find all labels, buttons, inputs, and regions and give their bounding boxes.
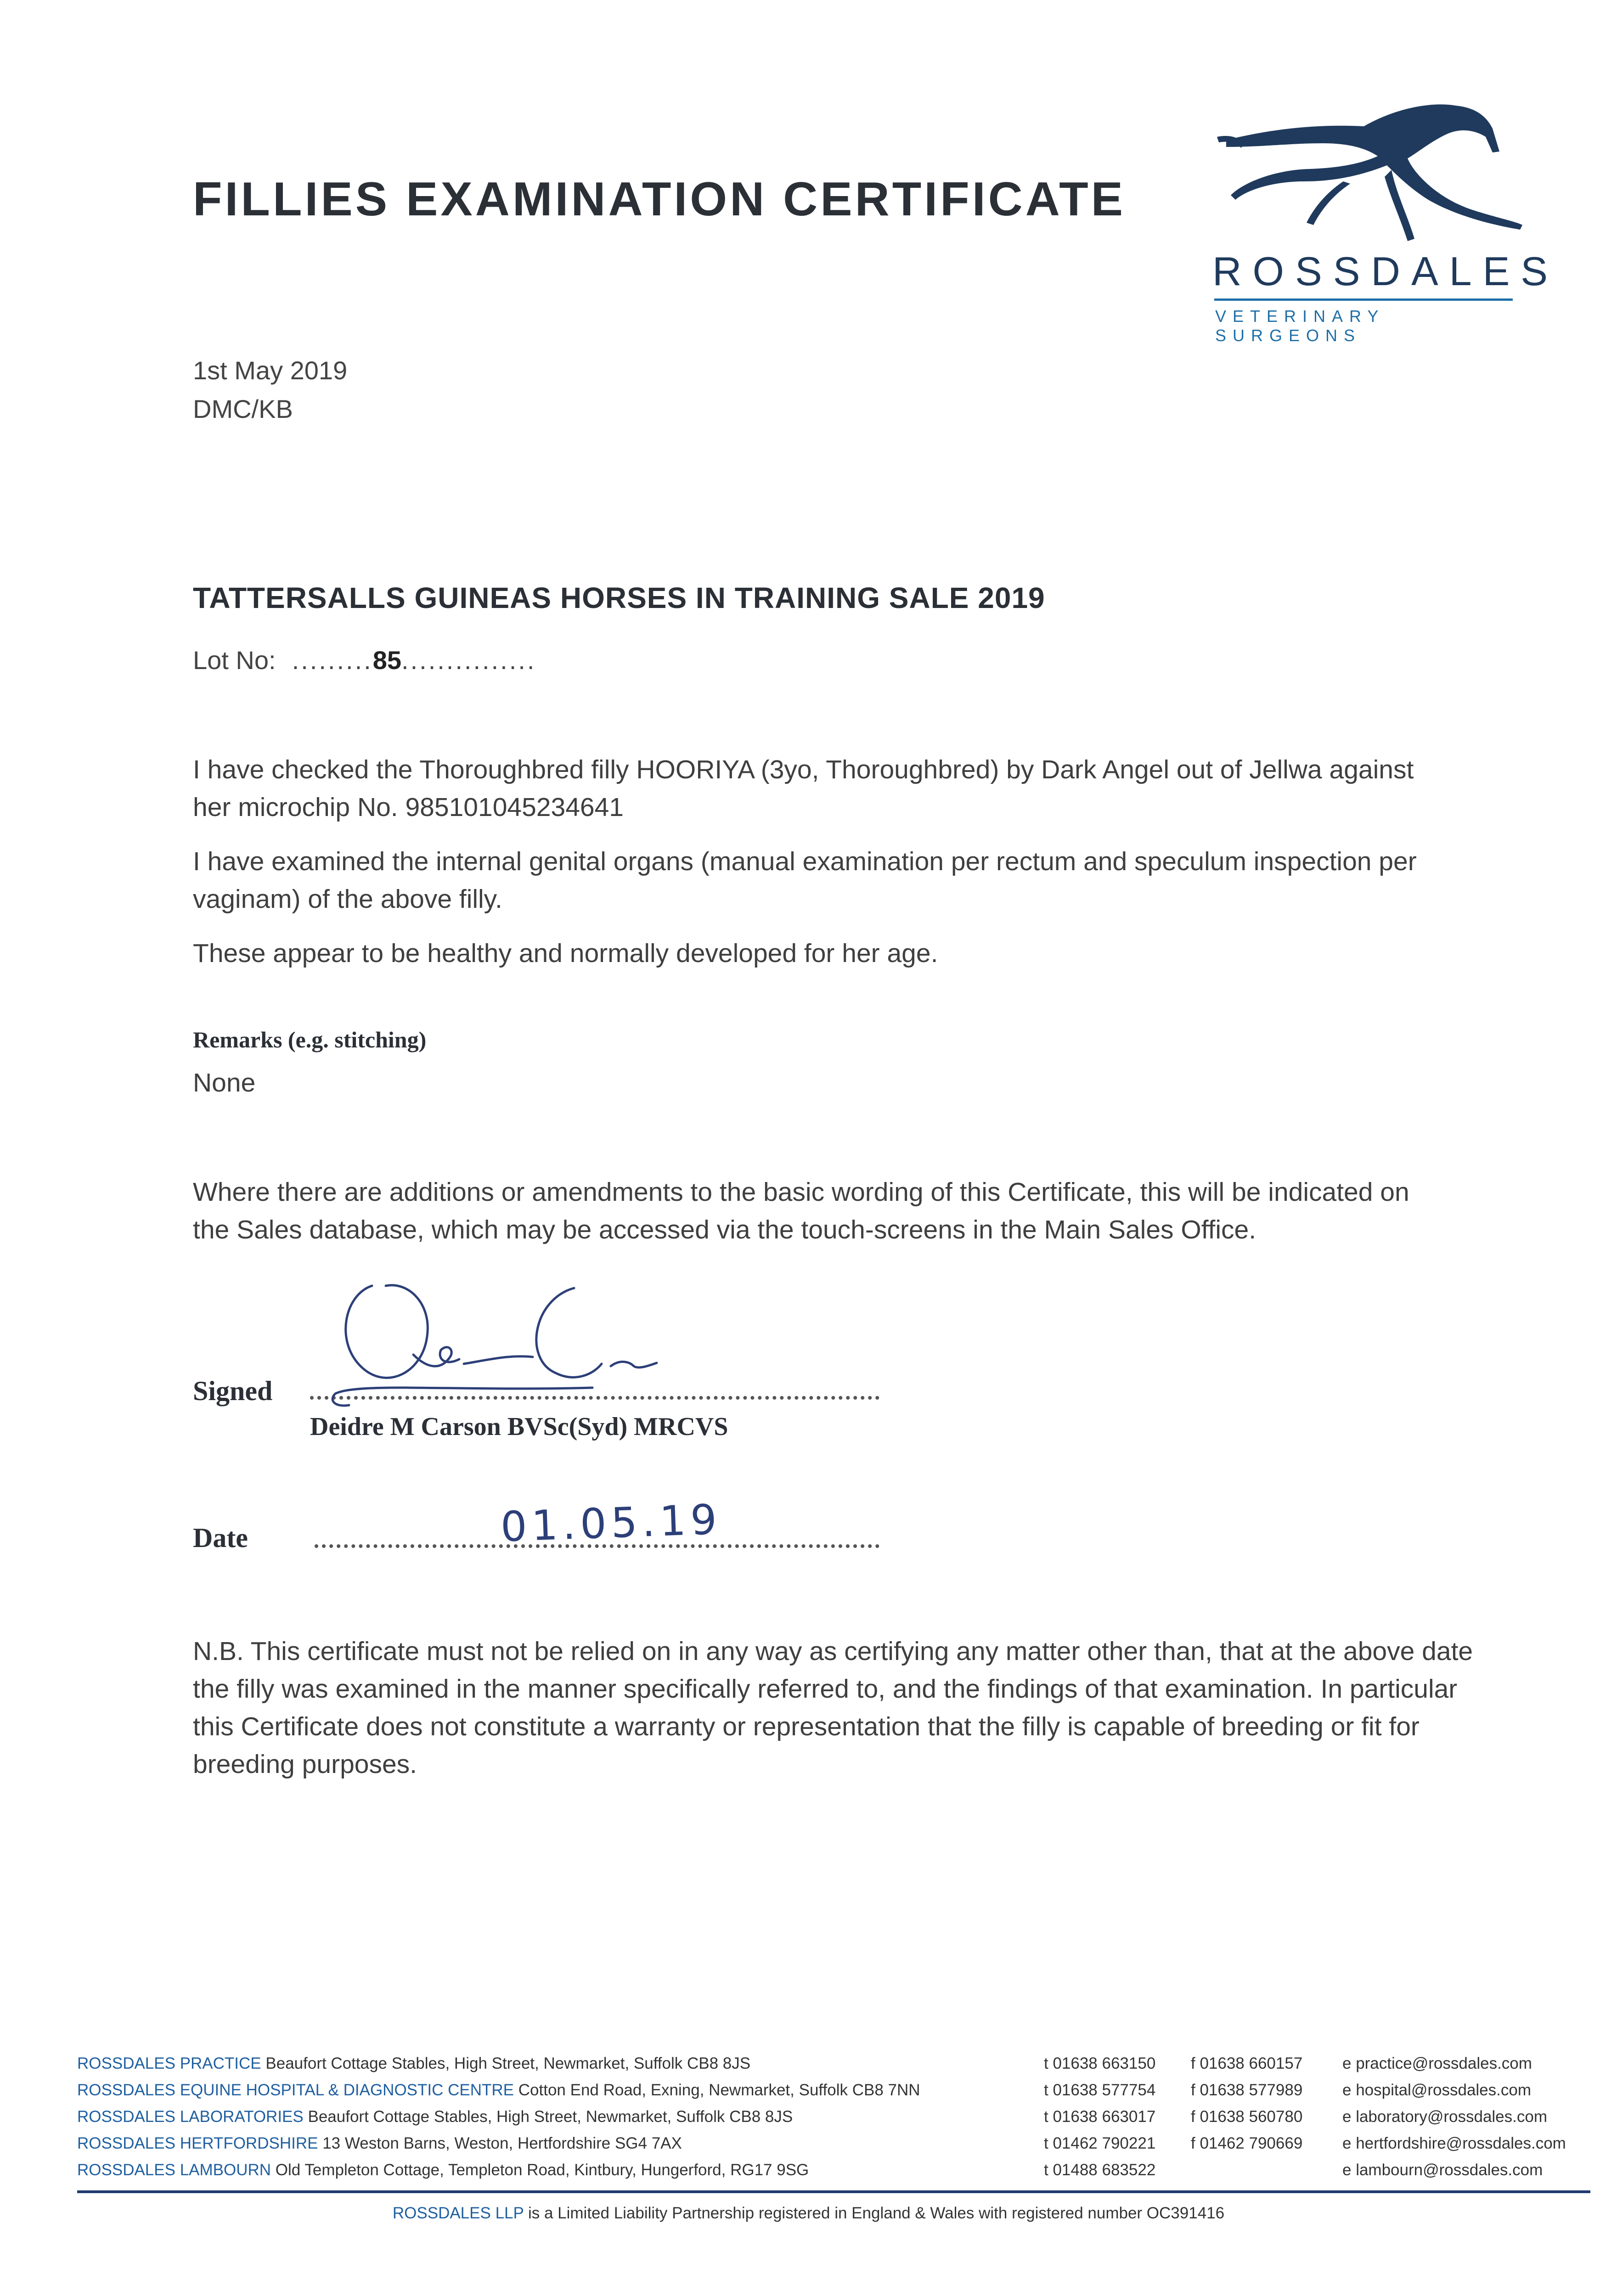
office-tel: t 01638 663150 <box>1044 2054 1156 2072</box>
office-email: e laboratory@rossdales.com <box>1342 2108 1547 2126</box>
office-email: e practice@rossdales.com <box>1342 2054 1532 2072</box>
office-address: Old Templeton Cottage, Templeton Road, Kintbury, Hungerford, RG17 9SG <box>275 2161 809 2179</box>
llp-name: ROSSDALES LLP <box>392 2204 524 2222</box>
office-fax: f 01638 560780 <box>1191 2108 1303 2126</box>
lot-label: Lot No: <box>193 646 276 675</box>
letter-meta <box>193 351 347 428</box>
office-tel: t 01488 683522 <box>1044 2161 1156 2179</box>
logo-subtitle: VETERINARY SURGEONS <box>1215 307 1385 345</box>
footer-row <box>77 2077 1593 2104</box>
handwritten-signature <box>317 1267 758 1419</box>
office-email: e hospital@rossdales.com <box>1342 2081 1531 2099</box>
remarks-value: None <box>193 1068 256 1097</box>
office-tel: t 01638 663017 <box>1044 2108 1156 2126</box>
office-fax: f 01638 660157 <box>1191 2054 1303 2072</box>
nb-paragraph: N.B. This certificate must not be relied on in any way as certifying any matter other than, that at the above date the filly was examined in the manner specifically referred to, and the findings of that examination. In particular this Certificate does not constitute a warranty or representation that the filly is capable of breeding or fit for breeding purposes. <box>193 1637 1473 1779</box>
signed-label: Signed <box>193 1376 273 1406</box>
llp-statement <box>0 2204 1617 2223</box>
handwritten-date: 01.05.19 <box>500 1495 722 1552</box>
office-address: 13 Weston Barns, Weston, Hertfordshire SG4 7AX <box>322 2134 682 2152</box>
letter-reference: DMC/KB <box>193 394 293 423</box>
sale-title: TATTERSALLS GUINEAS HORSES IN TRAINING SALE 2019 <box>193 581 1045 614</box>
amendments-paragraph: Where there are additions or amendments to the basic wording of this Certificate, this will be indicated on the Sales database, which may be accessed via the touch-screens in the Main Sales Office. <box>193 1177 1409 1244</box>
footer-offices <box>77 2050 1593 2183</box>
check-paragraph: I have checked the Thoroughbred filly HOORIYA (3yo, Thoroughbred) by Dark Angel out of Jellwa against her microchip No. 985101045234641 <box>193 755 1414 822</box>
footer-row <box>77 2050 1593 2077</box>
lot-number: 85 <box>372 646 402 675</box>
date-label: Date <box>193 1523 248 1553</box>
office-email: e hertfordshire@rossdales.com <box>1342 2134 1566 2152</box>
office-name: ROSSDALES LAMBOURN <box>77 2161 271 2179</box>
office-fax: f 01462 790669 <box>1191 2134 1303 2152</box>
dot-leader: ......... <box>283 646 373 675</box>
logo-wordmark: ROSSDALES <box>1212 248 1559 294</box>
finding-paragraph: These appear to be healthy and normally developed for her age. <box>193 939 938 968</box>
office-fax: f 01638 577989 <box>1191 2081 1303 2099</box>
office-address: Cotton End Road, Exning, Newmarket, Suffolk CB8 7NN <box>518 2081 920 2099</box>
office-tel: t 01638 577754 <box>1044 2081 1156 2099</box>
office-name: ROSSDALES HERTFORDSHIRE <box>77 2134 318 2152</box>
logo-rule <box>1214 298 1513 301</box>
horse-logo-icon <box>1199 101 1529 253</box>
footer-rule <box>77 2190 1590 2193</box>
rossdales-logo <box>1199 101 1559 345</box>
office-name: ROSSDALES PRACTICE <box>77 2054 261 2072</box>
footer-row <box>77 2157 1593 2183</box>
llp-text: is a Limited Liability Partnership registered in England & Wales with registered number OC391416 <box>528 2204 1225 2222</box>
footer-row <box>77 2104 1593 2130</box>
remarks-label: Remarks (e.g. stitching) <box>193 1027 427 1052</box>
letter-date: 1st May 2019 <box>193 356 348 385</box>
signer-name: Deidre M Carson BVSc(Syd) MRCVS <box>310 1412 728 1441</box>
lot-number-row <box>193 645 536 675</box>
page-title: FILLIES EXAMINATION CERTIFICATE <box>193 173 1126 226</box>
office-address: Beaufort Cottage Stables, High Street, Newmarket, Suffolk CB8 8JS <box>308 2108 793 2126</box>
office-email: e lambourn@rossdales.com <box>1342 2161 1543 2179</box>
office-name: ROSSDALES EQUINE HOSPITAL & DIAGNOSTIC CENTRE <box>77 2081 514 2099</box>
footer-row <box>77 2130 1593 2157</box>
office-tel: t 01462 790221 <box>1044 2134 1156 2152</box>
exam-paragraph: I have examined the internal genital organs (manual examination per rectum and speculum inspection per vaginam) of the above filly. <box>193 847 1417 914</box>
office-name: ROSSDALES LABORATORIES <box>77 2108 304 2126</box>
dot-leader: ............... <box>401 646 536 675</box>
office-address: Beaufort Cottage Stables, High Street, Newmarket, Suffolk CB8 8JS <box>265 2054 751 2072</box>
